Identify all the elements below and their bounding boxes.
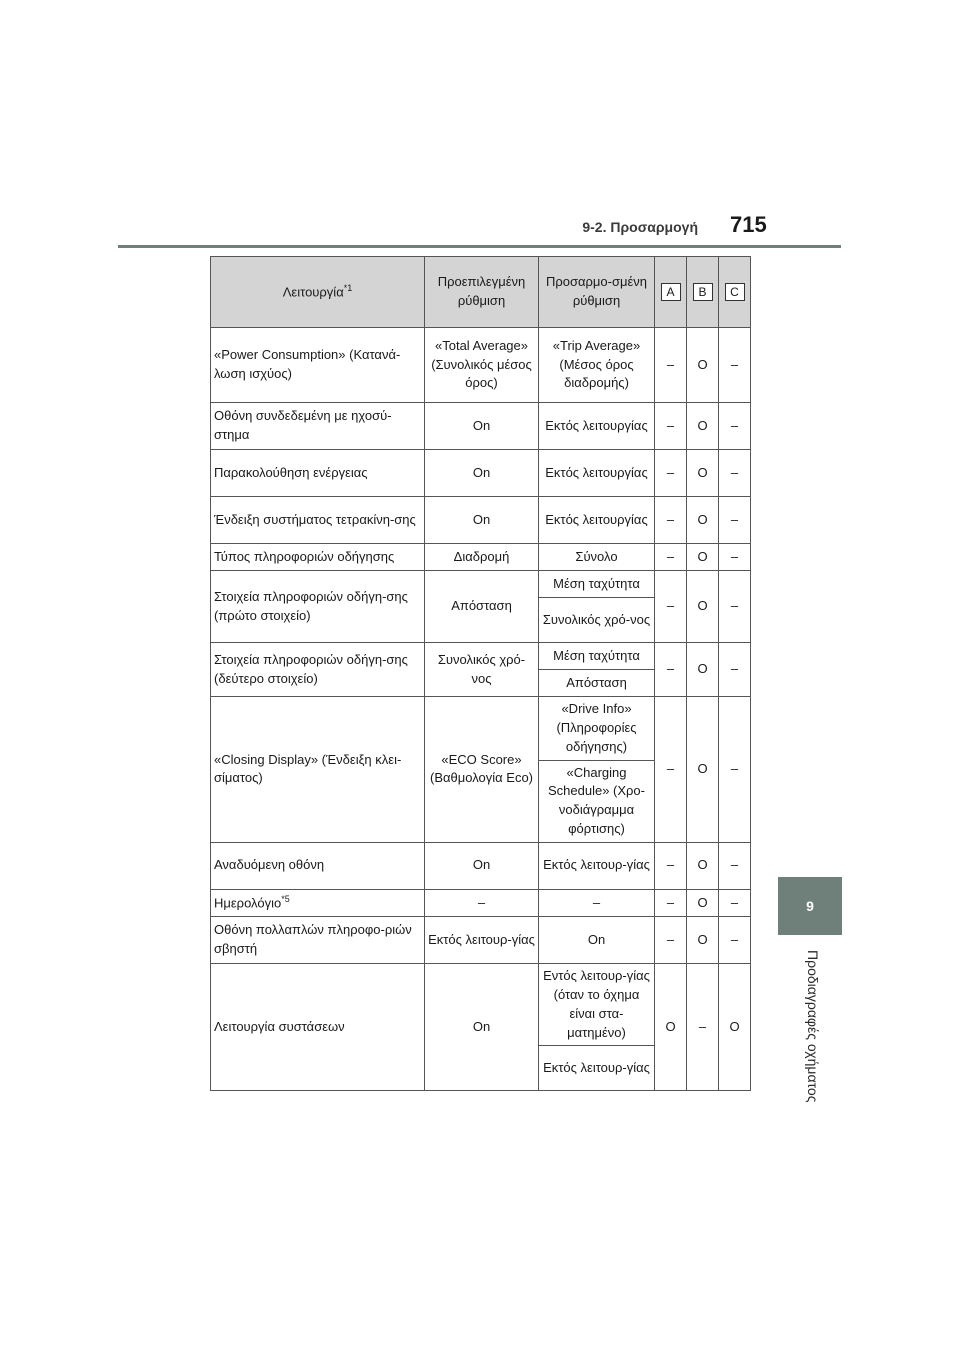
a-cell: – — [655, 497, 687, 544]
custom-cell-1: «Drive Info» (Πληροφορίες οδήγησης) — [539, 697, 655, 761]
function-cell: Στοιχεία πληροφοριών οδήγη-σης (δεύτερο στοιχείο) — [211, 643, 425, 697]
chapter-tab: 9 — [778, 877, 842, 935]
a-cell: – — [655, 697, 687, 843]
table-row — [211, 328, 751, 403]
a-cell: – — [655, 571, 687, 643]
table-row — [211, 643, 751, 670]
b-cell: O — [687, 497, 719, 544]
a-cell: – — [655, 544, 687, 571]
c-cell: – — [719, 497, 751, 544]
c-cell: – — [719, 544, 751, 571]
table-row — [211, 544, 751, 571]
c-cell: – — [719, 328, 751, 403]
page-number: 715 — [730, 212, 767, 237]
default-cell: Εκτός λειτουρ-γίας — [425, 917, 539, 964]
settings-table — [210, 256, 751, 1091]
function-cell: «Power Consumption» (Κατανά-λωση ισχύος) — [211, 328, 425, 403]
b-cell: O — [687, 889, 719, 916]
a-cell: – — [655, 328, 687, 403]
function-cell: Τύπος πληροφοριών οδήγησης — [211, 544, 425, 571]
custom-cell: Εκτός λειτουργίας — [539, 497, 655, 544]
header-function: Λειτουργία$^{*1}$ — [211, 257, 425, 328]
table-row — [211, 497, 751, 544]
table-row — [211, 889, 751, 916]
a-cell: – — [655, 917, 687, 964]
table-header-row — [211, 257, 751, 328]
table-row — [211, 842, 751, 889]
a-cell: – — [655, 643, 687, 697]
table-row — [211, 571, 751, 598]
default-cell: On — [425, 403, 539, 450]
default-cell: Διαδρομή — [425, 544, 539, 571]
function-cell: «Closing Display» (Ένδειξη κλει-σίματος) — [211, 697, 425, 843]
default-cell: On — [425, 964, 539, 1091]
custom-cell-1: Εντός λειτουρ-γίας (όταν το όχημα είναι στα-ματημένο) — [539, 964, 655, 1046]
c-cell: O — [719, 964, 751, 1091]
a-cell: – — [655, 842, 687, 889]
c-cell: – — [719, 842, 751, 889]
b-cell: O — [687, 643, 719, 697]
function-cell: Ημερολόγιο$^{*5}$ — [211, 889, 425, 916]
function-cell: Ένδειξη συστήματος τετρακίνη-σης — [211, 497, 425, 544]
b-cell: O — [687, 842, 719, 889]
b-cell: O — [687, 544, 719, 571]
b-cell: O — [687, 403, 719, 450]
function-cell: Αναδυόμενη οθόνη — [211, 842, 425, 889]
b-cell: O — [687, 328, 719, 403]
header-rule — [118, 245, 841, 248]
c-cell: – — [719, 571, 751, 643]
c-cell: – — [719, 889, 751, 916]
custom-cell: Σύνολο — [539, 544, 655, 571]
table-row — [211, 964, 751, 1046]
table-row — [211, 403, 751, 450]
c-cell: – — [719, 403, 751, 450]
c-cell: – — [719, 697, 751, 843]
b-cell: O — [687, 450, 719, 497]
custom-cell-1: Μέση ταχύτητα — [539, 643, 655, 670]
b-cell: O — [687, 917, 719, 964]
table-row — [211, 917, 751, 964]
custom-cell: «Trip Average» (Μέσος όρος διαδρομής) — [539, 328, 655, 403]
a-cell: O — [655, 964, 687, 1091]
header-default: Προεπιλεγμένη ρύθμιση — [425, 257, 539, 328]
c-cell: – — [719, 450, 751, 497]
default-cell: On — [425, 497, 539, 544]
custom-cell: – — [539, 889, 655, 916]
default-cell: – — [425, 889, 539, 916]
custom-cell-1: Μέση ταχύτητα — [539, 571, 655, 598]
custom-cell-2: Εκτός λειτουρ-γίας — [539, 1046, 655, 1091]
header-custom: Προσαρμο-σμένη ρύθμιση — [539, 257, 655, 328]
default-cell: «ECO Score» (Βαθμολογία Eco) — [425, 697, 539, 843]
header-b: B — [687, 257, 719, 328]
custom-cell: Εκτός λειτουργίας — [539, 450, 655, 497]
chapter-label: Προδιαγραφές οχήματος — [805, 950, 821, 1103]
b-cell: O — [687, 697, 719, 843]
b-cell: – — [687, 964, 719, 1091]
a-cell: – — [655, 889, 687, 916]
function-cell: Λειτουργία συστάσεων — [211, 964, 425, 1091]
custom-cell-2: «Charging Schedule» (Χρο-νοδιάγραμμα φόρτισης) — [539, 760, 655, 842]
function-cell: Παρακολούθηση ενέργειας — [211, 450, 425, 497]
b-cell: O — [687, 571, 719, 643]
header-c: C — [719, 257, 751, 328]
custom-cell-2: Απόσταση — [539, 670, 655, 697]
function-cell: Οθόνη συνδεδεμένη με ηχοσύ-στημα — [211, 403, 425, 450]
a-cell: – — [655, 450, 687, 497]
custom-cell-2: Συνολικός χρό-νος — [539, 598, 655, 643]
header-a: A — [655, 257, 687, 328]
function-cell: Οθόνη πολλαπλών πληροφο-ριών σβηστή — [211, 917, 425, 964]
custom-cell: Εκτός λειτουργίας — [539, 403, 655, 450]
custom-cell: On — [539, 917, 655, 964]
section-title: 9-2. Προσαρμογή — [582, 219, 698, 235]
default-cell: Συνολικός χρό-νος — [425, 643, 539, 697]
a-cell: – — [655, 403, 687, 450]
c-cell: – — [719, 917, 751, 964]
default-cell: Απόσταση — [425, 571, 539, 643]
default-cell: «Total Average» (Συνολικός μέσος όρος) — [425, 328, 539, 403]
custom-cell: Εκτός λειτουρ-γίας — [539, 842, 655, 889]
default-cell: On — [425, 842, 539, 889]
c-cell: – — [719, 643, 751, 697]
default-cell: On — [425, 450, 539, 497]
chapter-label-container — [803, 950, 823, 1120]
table-row — [211, 697, 751, 761]
table-row — [211, 450, 751, 497]
function-cell: Στοιχεία πληροφοριών οδήγη-σης (πρώτο στοιχείο) — [211, 571, 425, 643]
